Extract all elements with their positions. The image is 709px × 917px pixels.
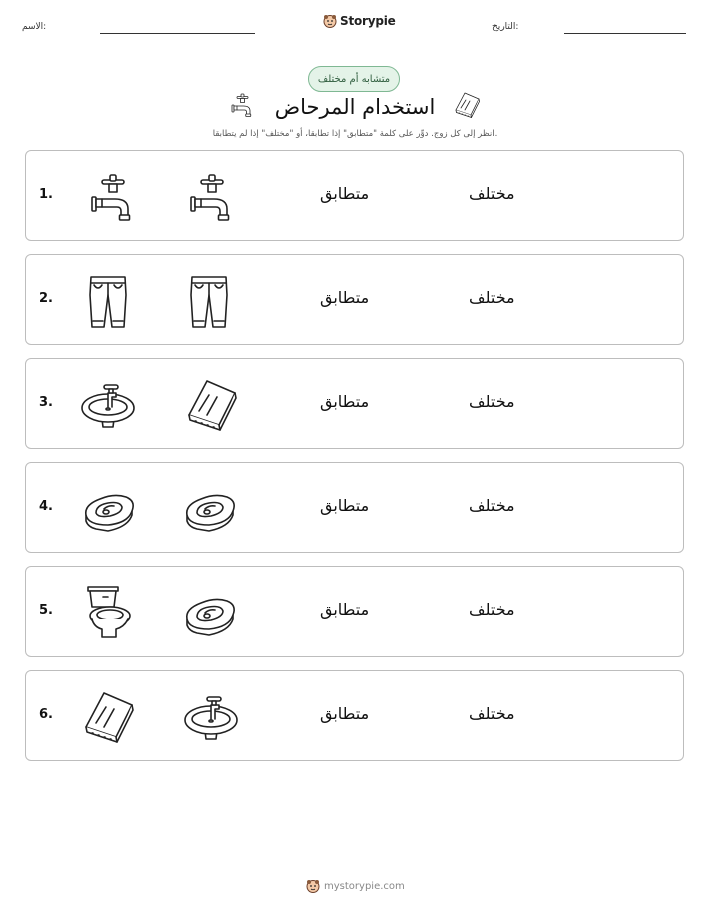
question-row-2 [25, 254, 684, 345]
storypie-mascot-icon [323, 14, 337, 28]
footer-url[interactable]: mystorypie.com [324, 880, 405, 892]
sink-icon [78, 375, 138, 435]
question-row-5 [25, 566, 684, 657]
option-same[interactable]: متطابق [320, 288, 370, 307]
question-row-4 [25, 462, 684, 553]
towel-icon [78, 687, 138, 747]
question-row-1 [25, 150, 684, 241]
question-row-3 [25, 358, 684, 449]
row-number: 6. [39, 707, 53, 722]
option-different[interactable]: مختلف [469, 392, 515, 411]
brand-name: Storypie [340, 14, 396, 28]
row-number: 1. [39, 187, 53, 202]
brand-logo [323, 14, 396, 28]
instructions-text: انظر إلى كل زوج. دوِّر على كلمة "متطابق" إذا تطابقا، أو "مختلف" إذا لم يتطابقا. [212, 129, 498, 139]
storypie-mascot-icon [306, 879, 320, 893]
date-label: التاريخ: [492, 22, 519, 32]
row-number: 4. [39, 499, 53, 514]
option-same[interactable]: متطابق [320, 600, 370, 619]
toilet-icon [78, 583, 138, 643]
name-label: الاسم: [22, 22, 47, 32]
faucet-icon [82, 167, 142, 227]
option-different[interactable]: مختلف [469, 184, 515, 203]
soap-dish-icon [179, 583, 239, 643]
soap-dish-icon [78, 479, 138, 539]
option-different[interactable]: مختلف [469, 600, 515, 619]
row-number: 2. [39, 291, 53, 306]
option-different[interactable]: مختلف [469, 496, 515, 515]
pants-icon [78, 271, 138, 331]
towel-icon [181, 375, 241, 435]
sink-icon [181, 687, 241, 747]
pants-icon [179, 271, 239, 331]
option-same[interactable]: متطابق [320, 496, 370, 515]
option-different[interactable]: مختلف [469, 704, 515, 723]
option-same[interactable]: متطابق [320, 704, 370, 723]
name-line[interactable] [100, 33, 255, 34]
option-different[interactable]: مختلف [469, 288, 515, 307]
soap-dish-icon [179, 479, 239, 539]
question-row-6 [25, 670, 684, 761]
category-badge: متشابه أم مختلف [308, 66, 400, 92]
title-towel-icon [452, 90, 482, 120]
page-title: استخدام المرحاض [274, 95, 436, 119]
footer [306, 879, 405, 893]
row-number: 3. [39, 395, 53, 410]
option-same[interactable]: متطابق [320, 184, 370, 203]
faucet-icon [181, 167, 241, 227]
date-line[interactable] [564, 33, 686, 34]
option-same[interactable]: متطابق [320, 392, 370, 411]
row-number: 5. [39, 603, 53, 618]
title-faucet-icon [227, 90, 257, 120]
